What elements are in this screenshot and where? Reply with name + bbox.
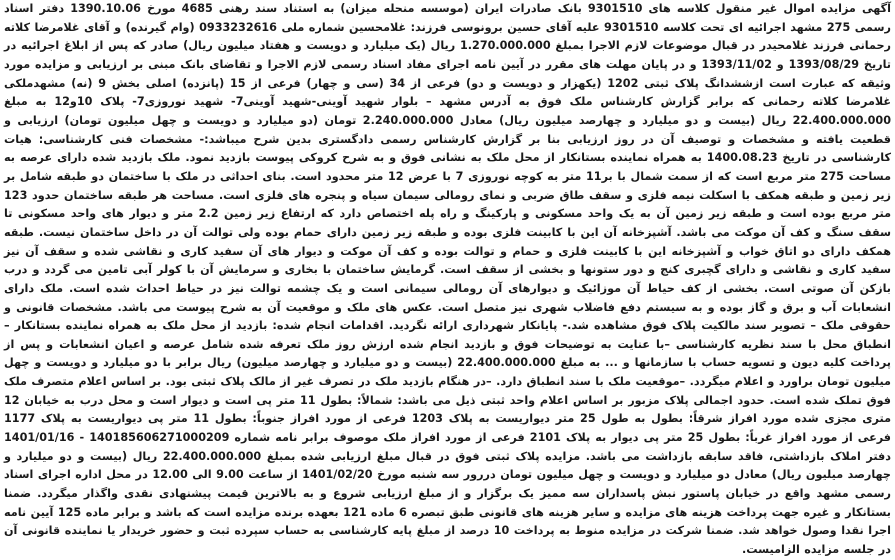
auction-notice-text: آگهی مزایده اموال غیر منقول کلاسه های 9301510 بانک صادرات ایران (موسسه منحله میزان) به استناد سند رهنی 4685 مورخ 1390.10.06 دفتر اسناد رسمی 275 مشهد اجرائیه ای تحت کلاسه 9301510 علیه آقای حسین برونوسی فرزند: غلامحسین شماره ملی 0933232616 (وام گیرنده) و آقای غلامرضا کلاته رحمانی فرزند غلامحیدر در قبال موضوعات لازم الاجرا بمبلغ 1.270.000.000 ریال (یک میلیارد و دویست و هفتاد میلیون ریال) صادر که پس از ابلاغ اجرائیه در تاریخ 1393/08/29 و 1393/11/02 و در پایان مهلت های مقرر در آیین نامه اجرای مفاد اسناد رسمی لازم الاجرا و تقاضای بانک مبنی بر ارزیابی و مزایده مورد وثیقه که عبارت است ازششدانگ پلاک ثبتی 1202 (یکهزار و دویست و دو) فرعی از 34 (سی و چهار) فرعی از 15 (پانزده) اصلی بخش 9 (نه) مشهدملکی غلامرضا کلاته رحمانی که برابر گزارش کارشناس ملک فوق به آدرس مشهد – بلوار شهید آوینی-شهید آوینی7- شهید نوروزی7- پلاک 10و12 به مبلغ 22.400.000.000 ریال (بیست و دو میلیارد و چهارصد میلیون ریال) معادل 2.240.000.000 تومان (دو میلیارد و دویست و چهل میلیون تومان) ارزیابی و قطعیت یافته و مشخصات و توصیف آن در روز ارزیابی بنا بر گزارش کارشناس رسمی دادگستری بدین شرح میباشد:- مشخصات فنی کارشناسی: هیات کارشناسی در تاریخ 1400.08.23 به همراه نماینده بستانکار از محل ملک به نشانی فوق و به شرح کروکی پیوست بازدید نمود. ملک بازدید شده دارای عرصه به مساحت 275 متر مربع است که از سمت شمال با بر11 متر به کوچه نوروزی 7 با عرض 12 متر محدود است. بنای احداثی در ملک با ساختمان دو طبقه شامل بر زیر زمین و طبقه همکف با اسکلت نیمه فلزی و سقف طاق ضربی و نمای رومالی سیمان سیاه و پنجره های فلزی است. مساحت هر طبقه ساختمان حدود 123 متر مربع بوده است و طبقه زیر زمین آن به یک واحد مسکونی و پارکینگ و راه پله اختصاص دارد که ارتفاع زیر زمین 2.2 متر و دیوار های واحد مسکونی تا سقف سنگ و کف آن موکت می باشد. آشپزخانه آن این با کابینت فلزی بوده و طبقه زیر زمین دارای حمام بوده ولی توالت آن در داخل ساختمان نیست. طبقه همکف دارای دو اتاق خواب و آشپزخانه این با کابینت فلزی و حمام و توالت بوده و کف آن موکت و دیوار های آن سفید کاری و نقاشی شده و سقف آن نیز سفید کاری و نقاشی و دارای گچبری کنج و دور ستونها و بخشی از سقف است. گرمایش ساختمان با بخاری و سرمایش آن با کولر آبی تامین می گردد و درب بازکن آن صوتی است. بخشی از کف حیاط آن موزائیک و دیوارهای آن رومالی سیمانی است و یک چشمه توالت نیز در حیاط احداث شده است. ملک دارای انشعابات آب و برق و گاز بوده و به سیستم دفع فاضلاب شهری نیز متصل است. عکس های ملک و موقعیت آن به شرح پیوست می باشد. مشخصات قانونی و حقوقی ملک – تصویر سند مالکیت پلاک فوق مشاهده شد.- پایانکار شهرداری ارائه نگردید. اقدامات انجام شده: بازدید از محل ملک به همراه نماینده بستانکار – انطباق محل با سند نظریه کارشناسی –با عنایت به توضیحات فوق و بازدید انجام شده ارزش روز ملک تعرفه شده شامل عرصه و اعیان انشعابات و پس از پرداخت کلیه دیون و تسویه حساب با سازمانها و ... به مبلغ 22.400.000.000 (بیست و دو میلیارد و چهارصد میلیون) ریال برابر با دو میلیارد و دویست و چهل میلیون تومان براورد و اعلام میگردد. –موقعیت ملک با سند انطباق دارد. –در هنگام بازدید ملک در تصرف غیر از مالک پلاک ثبتی بود. بر اساس اعلام متصرف ملک فوق تملک شده است. حدود اجمالی پلاک مزبور بر اساس اعلام واحد ثبتی ذیل می باشد: شمالاً: بطول 11 متر پی است و دیوار است و محل درب به خیابان 12 متری مجزی شده مورد افراز شرقاً: بطول به طول 25 متر دیواریست به پلاک 1203 فرعی از مورد افراز جنوباً: بطول 11 متر پی دیواریست به پلاک 1177 فرعی از مورد افراز غرباً: بطول 25 متر پی دیوار به پلاک 2101 فرعی از مورد افراز ملک موصوف برابر نامه شماره 140185606271000209 - 1401/01/16 دفتر املاک بازداشتی، فاقد سابقه بازداشت می باشد. مزایده پلاک ثبتی فوق در قبال مبلغ ارزیابی شده بمبلغ 22.400.000.000 ریال (بیست و دو میلیارد و چهارصد میلیون ریال) معادل دو میلیارد و دویست و چهل میلیون تومان دررور سه شنبه مورخ 1401/02/20 از ساعت 9.00 الی 12.00 در محل اداره اجرای اسناد رسمی مشهد واقع در خیابان پاستور نبش پاسداران سه ممیز یک برگزار و از مبلغ ارزیابی شروع و به بالاترین قیمت پیشنهادی نقدی واگذار میگردد. ضمنا بستانکار و غیره جهت پرداخت هزینه های مزایده و سایر هزینه های قانونی طبق تبصره 6 ماده 121 بعهده برنده مزایده است که باشد و برابر ماده 125 آیین نامه اجرا نقدا وصول خواهد شد. ضمنا شرکت در مزایده منوط به پرداخت 10 درصد از مبلغ پایه کارشناسی به حساب سپرده ثبت و حضور خریدار یا نماینده قانونی آن در جلسه مزایده الزامیست. (4, 2, 892, 557)
